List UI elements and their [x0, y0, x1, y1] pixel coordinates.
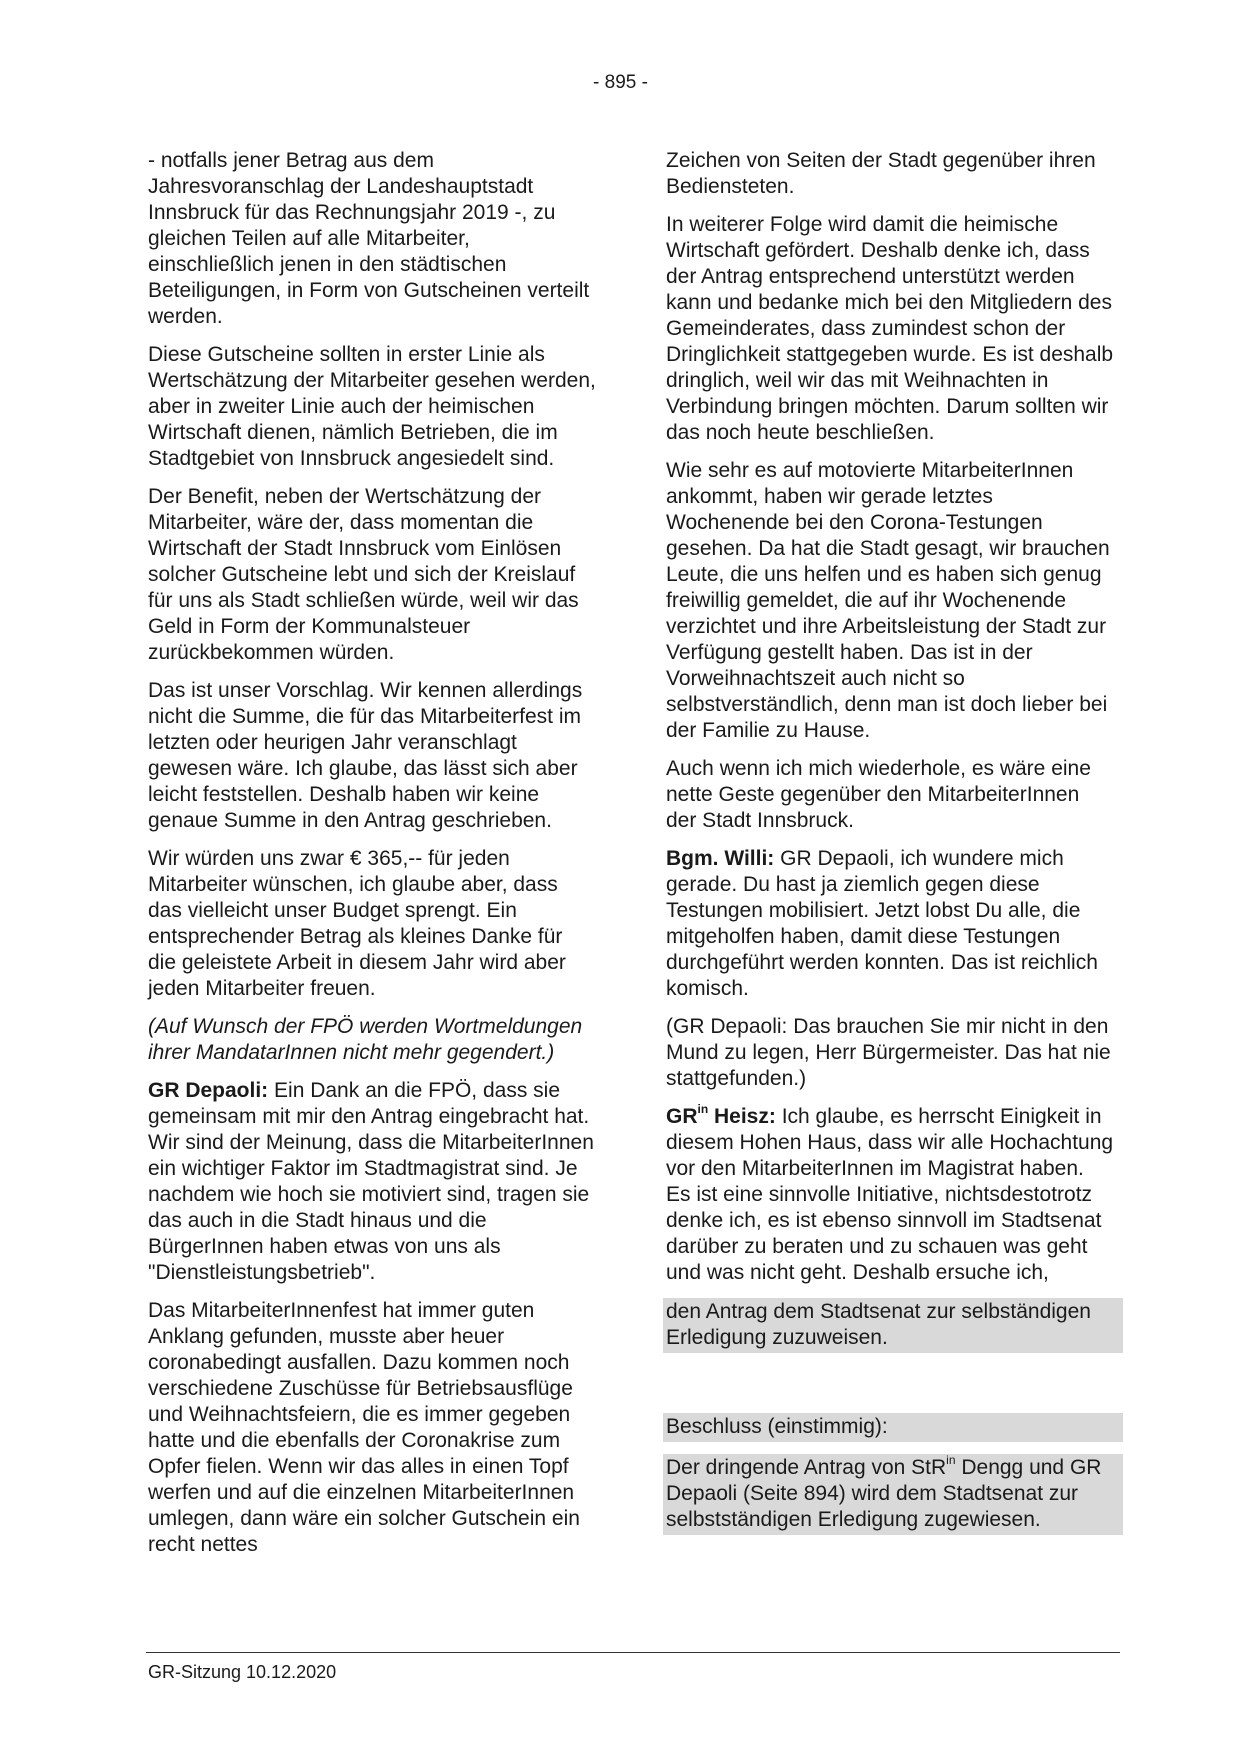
speaker-superscript: in: [697, 1102, 709, 1116]
paragraph: In weiterer Folge wird damit die heimische Wirtschaft gefördert. Deshalb denke ich, dass der Antrag entsprechend unterstützt werden kann und bedanke mich bei den Mitgliedern des Gemeinderates, dass zumindest schon der Dringlichkeit stattgegeben wurde. Es ist deshalb dringlich, weil wir das mit Weihnachten in Verbindung bringen möchten. Darum sollten wir das noch heute beschließen.: [666, 213, 1114, 444]
speech-heisz: [666, 1104, 1114, 1286]
resolution-text: [663, 1454, 1123, 1535]
speech-text: GR Depaoli, ich wundere mich gerade. Du hast ja ziemlich gegen diese Testungen mobilisiert. Jetzt lobst Du alle, die mitgeholfen haben, damit diese Testungen durchgeführt werden konnten. Das ist reichlich komisch.: [666, 847, 1098, 1000]
speaker-name: GR Depaoli:: [148, 1079, 269, 1102]
resolution-text-a: Der dringende Antrag von StR: [666, 1456, 947, 1479]
paragraph: Wie sehr es auf motovierte MitarbeiterInnen ankommt, haben wir gerade letztes Wochenende bei den Corona-Testungen gesehen. Da hat die Stadt gesagt, wir brauchen Leute, die uns helfen und es haben sich genug freiwillig gemeldet, die auf ihr Wochenende verzichtet und ihre Arbeitsleistung der Stadt zur Verfügung gestellt haben. Das ist in der Vorweihnachtszeit auch nicht so selbstverständlich, denn man ist doch lieber bei der Familie zu Hause.: [666, 459, 1110, 742]
speech-willi: [666, 846, 1114, 1002]
paragraph: Das MitarbeiterInnenfest hat immer guten Anklang gefunden, musste aber heuer coronabedingt ausfallen. Dazu kommen noch verschiedene Zuschüsse für Betriebsausflüge und Weihnachtsfeiern, die es immer gegeben hatte und die ebenfalls der Coronakrise zum Opfer fielen. Wenn wir das alles in einen Topf werfen und auf die einzelnen MitarbeiterInnen umlegen, dann wäre ein solcher Gutschein ein recht nettes: [148, 1299, 580, 1556]
left-column: [148, 148, 596, 1570]
paragraph: Zeichen von Seiten der Stadt gegenüber ihren Bediensteten.: [666, 149, 1096, 198]
paragraph: Der Benefit, neben der Wertschätzung der Mitarbeiter, wäre der, dass momentan die Wirtschaft der Stadt Innsbruck vom Einlösen solcher Gutscheine lebt und sich der Kreislauf für uns als Stadt schließen würde, weil wir das Geld in Form der Kommunalsteuer zurückbekommen würden.: [148, 485, 579, 664]
resolution-superscript: in: [946, 1453, 956, 1467]
speaker-name: GR: [666, 1105, 698, 1128]
paragraph: Diese Gutscheine sollten in erster Linie als Wertschätzung der Mitarbeiter gesehen werden, aber in zweiter Linie auch der heimischen Wirtschaft dienen, nämlich Betrieben, die im Stadtgebiet von Innsbruck angesiedelt sind.: [148, 343, 596, 470]
interjection: (GR Depaoli: Das brauchen Sie mir nicht in den Mund zu legen, Herr Bürgermeister. Das hat nie stattgefunden.): [666, 1015, 1111, 1090]
speech-text: Ein Dank an die FPÖ, dass sie gemeinsam mit mir den Antrag eingebracht hat. Wir sind der Meinung, dass die MitarbeiterInnen ein wichtiger Faktor im Stadtmagistrat sind. Je nachdem wie hoch sie motiviert sind, tragen sie das auch in die Stadt hinaus und die BürgerInnen haben etwas von uns als "Dienstleistungsbetrieb".: [148, 1079, 594, 1284]
right-column: [666, 148, 1114, 1547]
footer-text: GR-Sitzung 10.12.2020: [148, 1662, 337, 1682]
motion-highlight: den Antrag dem Stadtsenat zur selbständigen Erledigung zuzuweisen.: [663, 1298, 1123, 1353]
resolution-text-b: Dengg und GR Depaoli (Seite 894) wird dem Stadtsenat zur selbstständigen Erledigung zugewiesen.: [666, 1456, 1102, 1531]
paragraph: Wir würden uns zwar € 365,-- für jeden Mitarbeiter wünschen, ich glaube aber, dass das vielleicht unser Budget sprengt. Ein entsprechender Betrag als kleines Danke für die geleistete Arbeit in diesem Jahr wird aber jeden Mitarbeiter freuen.: [148, 847, 566, 1000]
page-number: - 895 -: [593, 72, 648, 93]
paragraph: - notfalls jener Betrag aus dem Jahresvoranschlag der Landeshauptstadt Innsbruck für das Rechnungsjahr 2019 -, zu gleichen Teilen auf alle Mitarbeiter, einschließlich jenen in den städtischen Beteiligungen, in Form von Gutscheinen verteilt werden.: [148, 149, 590, 328]
resolution-title: Beschluss (einstimmig):: [663, 1413, 1123, 1442]
editorial-note: (Auf Wunsch der FPÖ werden Wortmeldungen ihrer MandatarInnen nicht mehr gegendert.): [148, 1015, 583, 1064]
paragraph: Das ist unser Vorschlag. Wir kennen allerdings nicht die Summe, die für das Mitarbeiterfest im letzten oder heurigen Jahr veranschlagt gewesen wäre. Ich glaube, das lässt sich aber leicht feststellen. Deshalb haben wir keine genaue Summe in den Antrag geschrieben.: [148, 679, 583, 832]
speaker-name-suffix: Heisz:: [708, 1105, 776, 1128]
speech-text: Ich glaube, es herrscht Einigkeit in diesem Hohen Haus, dass wir alle Hochachtung vor den MitarbeiterInnen im Magistrat haben. Es ist eine sinnvolle Initiative, nichtsdestotrotz denke ich, es ist ebenso sinnvoll im Stadtsenat darüber zu beraten und zu schauen was geht und was nicht geht. Deshalb ersuche ich,: [666, 1105, 1114, 1284]
paragraph: Auch wenn ich mich wiederhole, es wäre eine nette Geste gegenüber den MitarbeiterInnen der Stadt Innsbruck.: [666, 757, 1091, 832]
footer-divider: [146, 1652, 1120, 1653]
speech-depaoli: [148, 1078, 596, 1286]
speaker-name: Bgm. Willi:: [666, 847, 775, 870]
